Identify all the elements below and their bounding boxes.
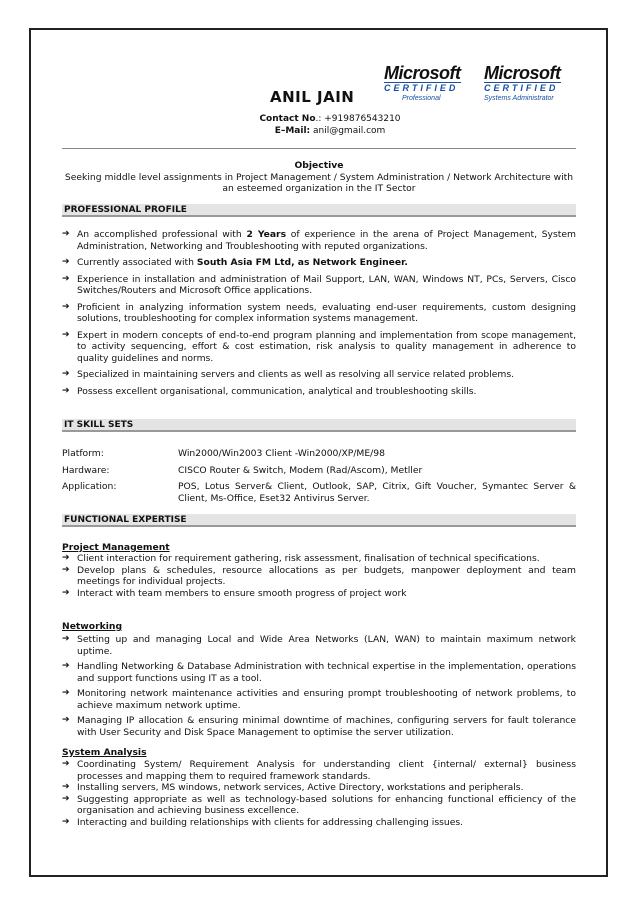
expertise-item-text: Monitoring network maintenance activities and ensuring prompt troubleshooting of network problems, to achieve maximum network uptime. (77, 688, 576, 711)
objective-title: Objective (294, 160, 344, 171)
profile-item (62, 229, 576, 252)
expertise-item (62, 553, 576, 565)
logo-brand: Microsoft (384, 63, 461, 83)
arrow-circle-right-icon: ➔ (62, 782, 70, 792)
arrow-circle-right-icon: ➔ (62, 229, 70, 239)
expertise-item-text: Managing IP allocation & ensuring minimal downtime of machines, configuring servers for fault tolerance with User Security and Disk Space Management to optimise the server utilization. (77, 715, 576, 738)
expertise-item-text: Suggesting appropriate as well as technology-based solutions for enhancing functional efficiency of the organisation and achieving business excellence. (77, 793, 576, 816)
profile-item-text: Expert in modern concepts of end-to-end program planning and implementation from scope management, to activity sequencing, effort & cost estimation, risk analysis to quality management in adherence to quality guidelines and norms. (77, 329, 576, 364)
expertise-item-text: Installing servers, MS windows, network services, Active Directory, workstations and peripherals. (77, 782, 524, 793)
expertise-item (62, 794, 576, 817)
profile-item (62, 257, 576, 269)
arrow-circle-right-icon: ➔ (62, 688, 70, 698)
profile-item-text: Specialized in maintaining servers and clients as well as resolving all service related problems. (77, 369, 515, 380)
networking-list (62, 634, 576, 742)
section-heading-expertise: FUNCTIONAL EXPERTISE (62, 514, 576, 527)
arrow-circle-right-icon: ➔ (62, 564, 70, 575)
profile-item-text: Possess excellent organisational, communication, analytical and troubleshooting skills. (77, 385, 477, 397)
subheading-networking: Networking (62, 621, 123, 632)
skill-key: Application: (62, 481, 117, 492)
skill-key: Hardware: (62, 464, 110, 476)
skill-row (62, 465, 576, 477)
logo-certified: CERTIFIED (484, 82, 561, 94)
logo-role: Systems Administrator (484, 95, 554, 102)
contact-value: .: +919876543210 (315, 114, 401, 124)
contact-block (230, 114, 430, 137)
expertise-item (62, 634, 576, 657)
expertise-item (62, 661, 576, 684)
arrow-circle-right-icon: ➔ (62, 715, 70, 725)
header-divider (62, 148, 576, 149)
subheading-system-analysis: System Analysis (62, 747, 147, 758)
skill-value: Win2000/Win2003 Client -Win2000/XP/ME/98 (178, 448, 385, 459)
project-management-list (62, 553, 576, 599)
skill-key: Platform: (62, 448, 104, 459)
skills-table (62, 448, 576, 509)
profile-item-emphasis: 2 Years (246, 229, 287, 240)
logo-role: Professional (402, 95, 441, 102)
expertise-item-text: Client interaction for requirement gathering, risk assessment, finalisation of technical specifications. (77, 553, 540, 564)
expertise-item-text: Handling Networking & Database Administration with technical expertise in the implementation, operations and support functions using IT as a tool. (77, 661, 576, 684)
email-value: anil@gmail.com (310, 125, 386, 136)
expertise-item (62, 715, 576, 738)
profile-item-text: Proficient in analyzing information system needs, evaluating end-user requirements, custom designing solutions, troubleshooting for complex information systems management. (77, 301, 576, 324)
arrow-circle-right-icon: ➔ (62, 385, 70, 396)
skill-row (62, 481, 576, 504)
section-heading-skills: IT SKILL SETS (62, 419, 576, 432)
expertise-item (62, 565, 576, 588)
arrow-circle-right-icon: ➔ (62, 634, 70, 644)
mcp-logo (384, 64, 461, 103)
arrow-circle-right-icon: ➔ (62, 587, 70, 598)
section-heading-profile: PROFESSIONAL PROFILE (62, 204, 576, 217)
expertise-item-text: Coordinating System/ Requirement Analysis for understanding client {internal/ external} business processes and mapping them to required framework standards. (77, 759, 576, 782)
profile-list (62, 229, 576, 402)
email-label: E–Mail: (274, 125, 311, 136)
arrow-circle-right-icon: ➔ (62, 793, 70, 804)
profile-item-text: An accomplished professional with (77, 229, 247, 240)
skill-value: CISCO Router & Switch, Modem (Rad/Ascom), Metller (178, 464, 423, 476)
system-analysis-list (62, 759, 576, 828)
profile-item-text: of experience in the arena of Project Management, System Administration, Networking and Troubleshooting with reputed organizations. (77, 229, 576, 252)
expertise-item-text: Develop plans & schedules, resource allocations as per budgets, manpower deployment and team meetings for individual projects. (77, 564, 576, 587)
arrow-circle-right-icon: ➔ (62, 661, 70, 671)
arrow-circle-right-icon: ➔ (62, 759, 70, 769)
arrow-circle-right-icon: ➔ (62, 816, 70, 827)
arrow-circle-right-icon: ➔ (62, 369, 70, 379)
arrow-circle-right-icon: ➔ (62, 301, 70, 312)
mcsa-logo (484, 64, 561, 103)
profile-item (62, 369, 576, 381)
contact-label: Contact No (259, 114, 316, 124)
skill-value: POS, Lotus Server& Client, Outlook, SAP, Citrix, Gift Voucher, Symantec Server & Client, Ms-Office, Eset32 Antivirus Server. (178, 481, 576, 504)
arrow-circle-right-icon: ➔ (62, 273, 70, 284)
profile-item (62, 274, 576, 297)
skill-row (62, 448, 576, 460)
logo-certified: CERTIFIED (384, 82, 461, 94)
objective-text: Seeking middle level assignments in Project Management / System Administration / Network Architecture with an esteemed organization in the IT Sector (64, 171, 574, 195)
objective-section (62, 160, 576, 195)
expertise-item (62, 688, 576, 711)
logo-brand: Microsoft (484, 63, 561, 83)
profile-item (62, 330, 576, 365)
profile-item-text: Experience in installation and administration of Mail Support, LAN, WAN, Windows NT, PCs, Servers, Cisco Switches/Routers and Microsoft Office applications. (77, 273, 576, 296)
expertise-item-text: Setting up and managing Local and Wide Area Networks (LAN, WAN) to maintain maximum network uptime. (77, 634, 576, 657)
profile-item (62, 302, 576, 325)
profile-item-text: Currently associated with (77, 257, 197, 268)
arrow-circle-right-icon: ➔ (62, 257, 70, 267)
expertise-item-text: Interact with team members to ensure smooth progress of project work (77, 587, 407, 599)
arrow-circle-right-icon: ➔ (62, 553, 70, 563)
candidate-name: ANIL JAIN (270, 88, 355, 106)
expertise-item (62, 782, 576, 794)
profile-item-emphasis: South Asia FM Ltd, as Network Engineer. (196, 257, 408, 268)
expertise-item (62, 759, 576, 782)
expertise-item-text: Interacting and building relationships with clients for addressing challenging issues. (77, 816, 464, 828)
profile-item (62, 386, 576, 398)
subheading-project-management: Project Management (62, 542, 170, 553)
expertise-item (62, 817, 576, 829)
arrow-circle-right-icon: ➔ (62, 329, 70, 340)
expertise-item (62, 588, 576, 600)
